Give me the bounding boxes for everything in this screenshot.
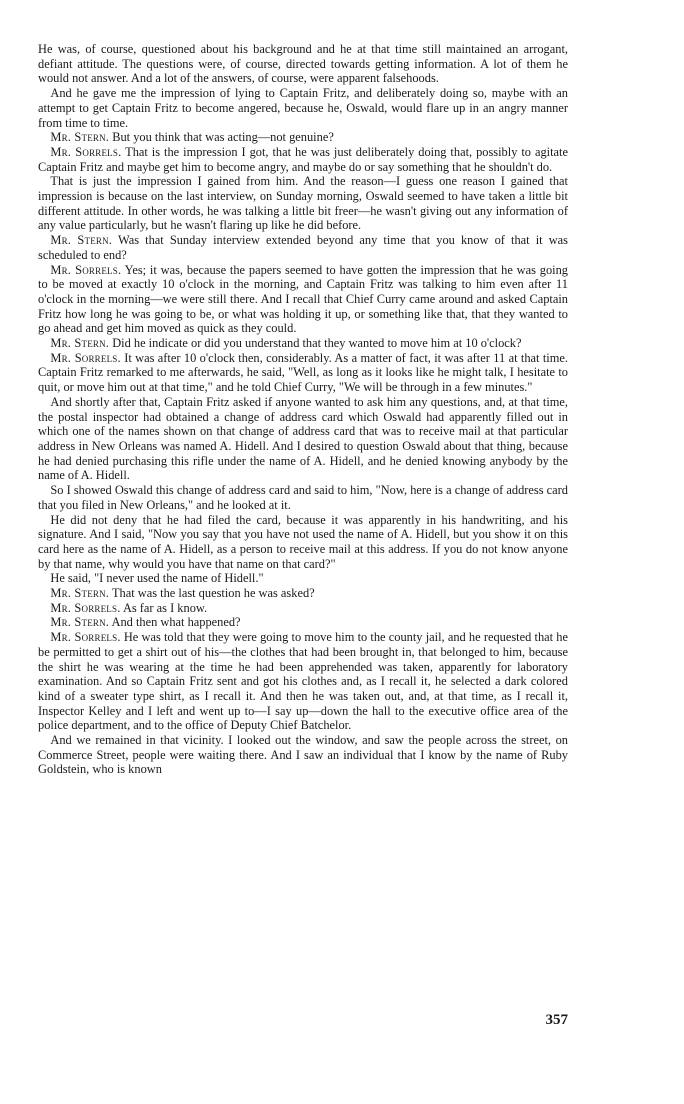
speaker-label: Mr. Sorrels.	[50, 630, 121, 645]
transcript-text	[38, 42, 568, 777]
paragraph: Mr. Stern. Did he indicate or did you understand that they wanted to move him at 10 o'clock?	[50, 336, 522, 351]
speaker-label: Mr. Stern.	[50, 233, 113, 248]
paragraph: And we remained in that vicinity. I looked out the window, and saw the people across the street, on Commerce Street, people were waiting there. And I saw an individual that I know by the name of Ruby Goldstein, who is known	[38, 733, 568, 777]
paragraph: He said, "I never used the name of Hidell."	[50, 571, 264, 586]
paragraph: And shortly after that, Captain Fritz asked if anyone wanted to ask him any questions, and, at that time, the postal inspector had obtained a change of address card which Oswald had apparently filled out in which one of the names shown on that change of address card that was to receive mail at that particular address in New Orleans was named A. Hidell. And I desired to question Oswald about that thing, because he had denied purchasing this rifle under the name of A. Hidell, and he denied knowing anybody by the name of A. Hidell.	[38, 394, 568, 483]
speaker-label: Mr. Sorrels.	[50, 144, 122, 159]
page-number: 357	[545, 1012, 568, 1028]
paragraph: Mr. Sorrels. He was told that they were going to move him to the county jail, and he requested that he be permitted to get a shirt out of his—the clothes that had been brought in, that belonged to him, because the shirt he was wearing at the time he had been apprehended was taken, apparently for laboratory examination. And so Captain Fritz sent and got his clothes and, as I recall it, he selected a dark colored kind of a sweater type shirt, as I recall it. And then he was taken out, and, at that time, as I recall it, Inspector Kelley and I left and went up to—I say up—down the hall to the executive office area of the police department, and to the office of Deputy Chief Batchelor.	[38, 630, 568, 733]
speaker-label: Mr. Stern.	[50, 615, 110, 630]
paragraph: Mr. Sorrels. Yes; it was, because the papers seemed to have gotten the impression that he was going to be moved at exactly 10 o'clock in the morning, and Captain Fritz was talking to him even after 11 o'clock in the morning—we were still there. And I recall that Chief Curry came around and asked Captain Fritz how long he was going to be, or what was holding it up, or something like that, that they wanted to go ahead and get him moved as quick as they could.	[38, 262, 568, 336]
paragraph: Mr. Stern. And then what happened?	[50, 615, 241, 630]
paragraph: Mr. Sorrels. It was after 10 o'clock then, considerably. As a matter of fact, it was after 11 at that time. Captain Fritz remarked to me afterwards, he said, "Well, as long as it looks like he might talk, I hesitate to quit, or move him out at that time," and he told Chief Curry, "We will be through in a few minutes."	[38, 350, 568, 395]
paragraph: Mr. Sorrels. That is the impression I got, that he was just deliberately doing that, possibly to agitate Captain Fritz and maybe get him to become angry, and maybe do or say something that he shouldn't do.	[38, 144, 568, 174]
speaker-label: Mr. Stern.	[50, 130, 110, 145]
paragraph: And he gave me the impression of lying to Captain Fritz, and deliberately doing so, maybe with an attempt to get Captain Fritz to become angered, because he, Oswald, would flare up in an angry manner from time to time.	[38, 86, 568, 130]
paragraph: He was, of course, questioned about his background and he at that time still maintained an arrogant, defiant attitude. The questions were, of course, directed towards getting information. A lot of them he would not answer. And a lot of the answers, of course, were apparent falsehoods.	[38, 42, 568, 86]
paragraph: He did not deny that he had filed the card, because it was apparently in his handwriting, and his signature. And I said, "Now you say that you have not used the name of A. Hidell, but you show it on this card here as the name of A. Hidell, as a person to receive mail at this address. If you do not know anyone by that name, why would you have that name on that card?"	[38, 512, 568, 571]
speaker-label: Mr. Sorrels.	[50, 262, 122, 277]
paragraph: Mr. Sorrels. As far as I know.	[50, 600, 208, 615]
paragraph: Mr. Stern. But you think that was acting—not genuine?	[50, 130, 334, 145]
paragraph: That is just the impression I gained from him. And the reason—I guess one reason I gained that impression is because on the last interview, on Sunday morning, Oswald seemed to have taken a little bit different attitude. In other words, he was talking a little bit freer—he wasn't giving out any information of any value particularly, but he wasn't flaring up like he did before.	[38, 174, 568, 233]
paragraph: So I showed Oswald this change of address card and said to him, "Now, here is a change of address card that you filed in New Orleans," and he looked at it.	[38, 483, 568, 512]
speaker-label: Mr. Sorrels.	[50, 350, 121, 365]
speaker-label: Mr. Sorrels.	[50, 600, 121, 615]
paragraph: Mr. Stern. Was that Sunday interview extended beyond any time that you know of that it was scheduled to end?	[38, 233, 568, 262]
paragraph: Mr. Stern. That was the last question he was asked?	[50, 586, 315, 601]
speaker-label: Mr. Stern.	[50, 586, 110, 601]
speaker-label: Mr. Stern.	[50, 336, 110, 351]
